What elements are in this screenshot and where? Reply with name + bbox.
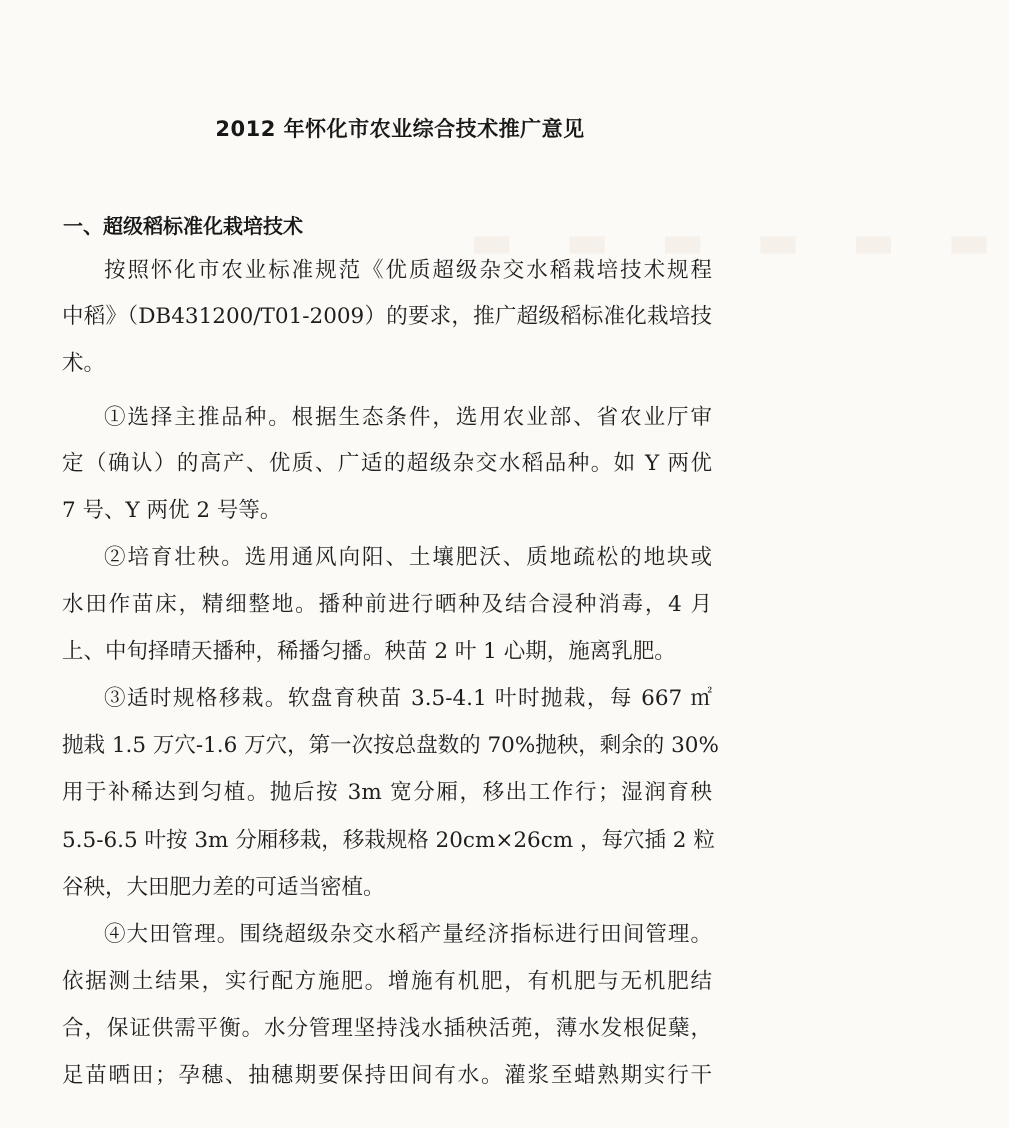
paragraph-line: 依据测土结果，实行配方施肥。增施有机肥，有机肥与无机肥结: [62, 969, 712, 994]
paragraph-line: ②培育壮秧。选用通风向阳、土壤肥沃、质地疏松的地块或: [104, 545, 712, 570]
paragraph-line: 抛栽 1.5 万穴-1.6 万穴，第一次按总盘数的 70%抛秧，剩余的 30%: [62, 733, 719, 758]
paragraph-line: 术。: [62, 351, 106, 376]
paragraph-line: ③适时规格移栽。软盘育秧苗 3.5-4.1 叶时抛栽，每 667 ㎡: [104, 686, 712, 711]
document-title: 2012 年怀化市农业综合技术推广意见: [215, 117, 585, 141]
section-heading: 一、超级稻标准化栽培技术: [63, 214, 303, 238]
paragraph-line: ④大田管理。围绕超级杂交水稻产量经济指标进行田间管理。: [104, 922, 712, 947]
paragraph-line: 定（确认）的高产、优质、广适的超级杂交水稻品种。如 Y 两优: [62, 451, 712, 476]
paragraph-line: 合，保证供需平衡。水分管理坚持浅水插秧活蔸，薄水发根促蘖，: [62, 1016, 712, 1041]
paragraph-line: 7 号、Y 两优 2 号等。: [62, 498, 282, 523]
paragraph-line: 中稻》（DB431200/T01-2009）的要求，推广超级稻标准化栽培技: [62, 304, 712, 329]
bleed-through-watermark: ▬ ▬ ▬ ▬ ▬ ▬: [470, 214, 1009, 268]
paragraph-line: 按照怀化市农业标准规范《优质超级杂交水稻栽培技术规程: [104, 258, 712, 283]
paragraph-line: 5.5-6.5 叶按 3m 分厢移栽，移栽规格 20cm×26cm ，每穴插 2 粒: [62, 828, 715, 853]
paragraph-line: 用于补稀达到匀植。抛后按 3m 宽分厢，移出工作行；湿润育秧: [62, 780, 712, 805]
paragraph-line: 足苗晒田；孕穗、抽穗期要保持田间有水。灌浆至蜡熟期实行干: [62, 1063, 712, 1088]
paragraph-line: ①选择主推品种。根据生态条件，选用农业部、省农业厅审: [104, 405, 712, 430]
paragraph-line: 水田作苗床，精细整地。播种前进行晒种及结合浸种消毒，4 月: [62, 592, 712, 617]
paragraph-line: 谷秧，大田肥力差的可适当密植。: [62, 875, 385, 900]
paragraph-line: 上、中旬择晴天播种，稀播匀播。秧苗 2 叶 1 心期，施离乳肥。: [62, 639, 676, 664]
